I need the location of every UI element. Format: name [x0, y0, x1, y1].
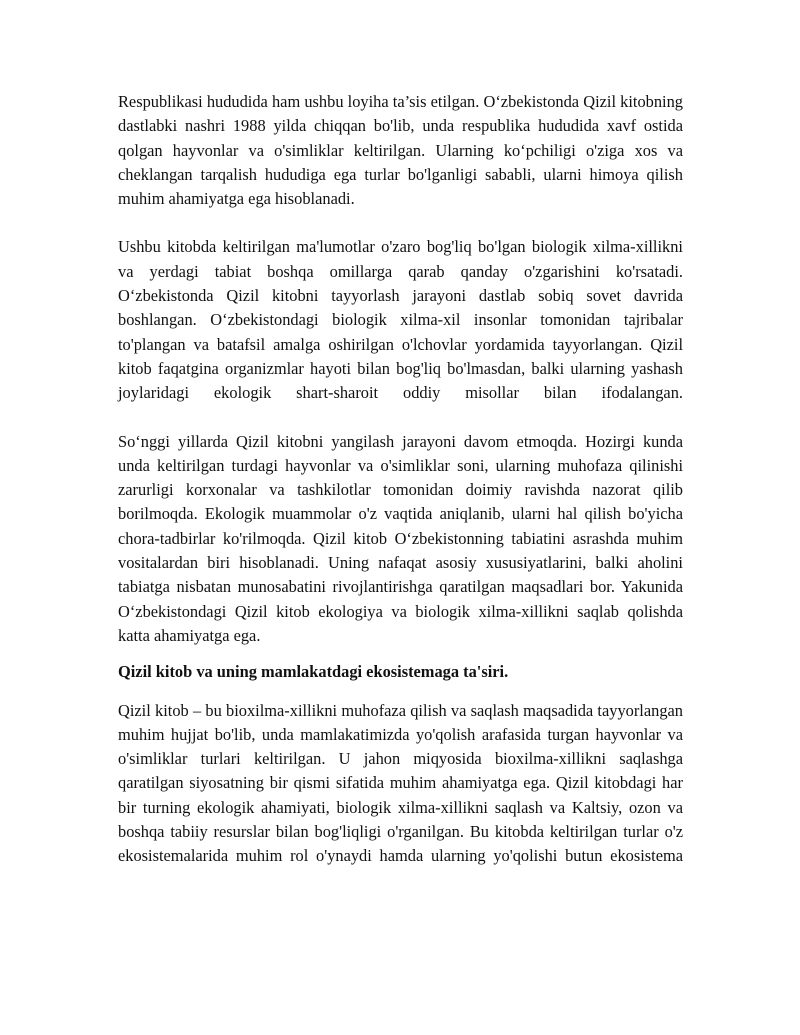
document-page: [118, 90, 683, 869]
section-heading: Qizil kitob va uning mamlakatdagi ekosistemaga ta'siri.: [118, 662, 509, 682]
body-paragraph-2: Ushbu kitobda keltirilgan ma'lumotlar o'zaro bog'liq bo'lgan biologik xilma-xillikni va yerdagi tabiat boshqa omillarga qarab qanday o'zgarishini ko'rsatadi. O‘zbekistonda Qizil kitobni tayyorlash jarayoni dastlab sobiq sovet davrida boshlangan. O‘zbekistondagi biologik xilma-xil insonlar tomonidan tajribalar to'plangan va batafsil amalga oshirilgan o'lchovlar yordamida tayyorlangan. Qizil kitob faqatgina organizmlar hayoti bilan bog'liq bo'lmasdan, balki ularning yashash joylaridagi ekologik shart-sharoit oddiy misollar bilan ifodalangan.: [118, 237, 683, 403]
body-paragraph-3: So‘nggi yillarda Qizil kitobni yangilash jarayoni davom etmoqda. Hozirgi kunda unda keltirilgan turdagi hayvonlar va o'simliklar soni, ularning muhofaza qilinishi zarurligi korxonalar va tashkilotlar tomonidan doimiy ravishda nazorat qilib borilmoqda. Ekologik muammolar o'z vaqtida aniqlanib, ularni hal qilish bo'yicha chora-tadbirlar ko'rilmoqda. Qizil kitob O‘zbekistonning tabiatini asrashda muhim vositalardan biri hisoblanadi. Uning nafaqat asosiy xususiyatlarini, balki aholini tabiatga nisbatan munosabatini rivojlantirishga qaratilgan maqsadlari bor. Yakunida O‘zbekistondagi Qizil kitob ekologiya va biologik xilma-xillikni saqlab qolishda katta ahamiyatga ega.: [118, 431, 683, 645]
body-paragraph-4: Qizil kitob – bu bioxilma-xillikni muhofaza qilish va saqlash maqsadida tayyorlangan muhim hujjat bo'lib, unda mamlakatimizda yo'qolish arafasida turgan hayvonlar va o'simliklar turlari keltirilgan. U jahon miqyosida bioxilma-xillikni saqlashga qaratilgan siyosatning bir qismi sifatida muhim ahamiyatga ega. Qizil kitobdagi har bir turning ekologik ahamiyati, biologik xilma-xillikni saqlash va Kaltsiy, ozon va boshqa tabiiy resurslar bilan bog'liqligi o'rganilgan. Bu kitobda keltirilgan turlar o'z ekosistemalarida muhim rol o'ynaydi hamda ularning yo'qolishi butun ekosistema: [118, 700, 683, 866]
body-paragraph-1: Respublikasi hududida ham ushbu loyiha ta’sis etilgan. O‘zbekistonda Qizil kitobning dastlabki nashri 1988 yilda chiqqan bo'lib, unda respublika hududida xavf ostida qolgan hayvonlar va o'simliklar keltirilgan. Ularning ko‘pchiligi o'ziga xos va cheklangan tarqalish hududiga ega turlar bo'lganligi sababli, ularni himoya qilish muhim ahamiyatga ega hisoblanadi.: [118, 92, 683, 209]
